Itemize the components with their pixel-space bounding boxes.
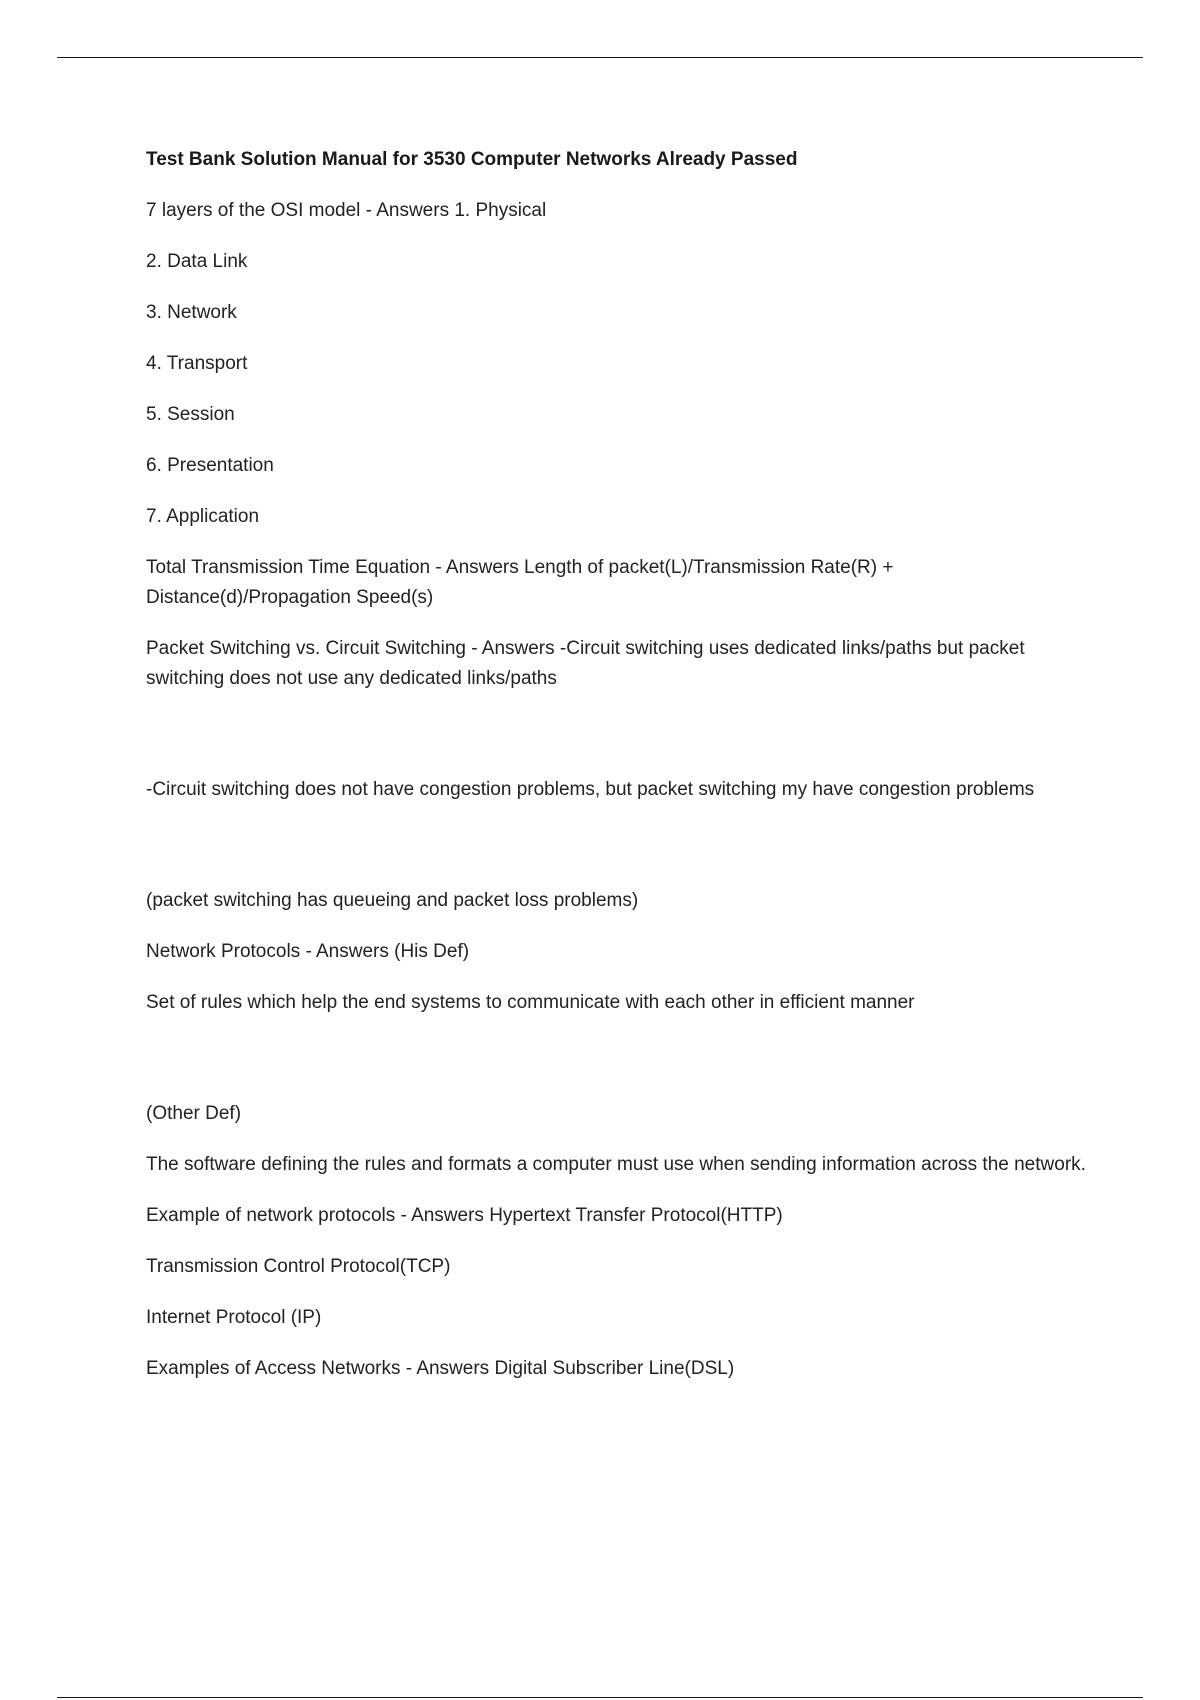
paragraph-his-definition: Set of rules which help the end systems to communicate with each other in efficient manner — [146, 992, 915, 1013]
paragraph-congestion: -Circuit switching does not have congestion problems, but packet switching my have congestion problems — [146, 779, 1035, 800]
paragraph-protocol-examples: Example of network protocols - Answers Hypertext Transfer Protocol(HTTP) — [146, 1205, 783, 1226]
footer-rule — [57, 1697, 1143, 1698]
paragraph-queueing: (packet switching has queueing and packet loss problems) — [146, 890, 639, 911]
paragraph-layer-4: 4. Transport — [146, 353, 248, 374]
paragraph-network-protocols: Network Protocols - Answers (His Def) — [146, 941, 470, 962]
header-rule — [57, 57, 1143, 58]
paragraph-layer-6: 6. Presentation — [146, 455, 274, 476]
document-body — [146, 145, 1086, 1405]
paragraph-layer-7: 7. Application — [146, 506, 260, 527]
paragraph-osi-layers: 7 layers of the OSI model - Answers 1. Physical — [146, 200, 547, 221]
paragraph-layer-5: 5. Session — [146, 404, 235, 425]
document-title: Test Bank Solution Manual for 3530 Computer Networks Already Passed — [146, 149, 798, 170]
paragraph-other-definition: The software defining the rules and formats a computer must use when sending information across the network. — [146, 1154, 1086, 1175]
paragraph-transmission-time: Total Transmission Time Equation - Answers Length of packet(L)/Transmission Rate(R) + Distance(d)/Propagation Speed(s) — [146, 557, 894, 608]
paragraph-access-networks: Examples of Access Networks - Answers Digital Subscriber Line(DSL) — [146, 1358, 735, 1379]
paragraph-other-def-label: (Other Def) — [146, 1103, 242, 1124]
paragraph-layer-2: 2. Data Link — [146, 251, 248, 272]
paragraph-layer-3: 3. Network — [146, 302, 237, 323]
paragraph-ip: Internet Protocol (IP) — [146, 1307, 322, 1328]
paragraph-switching-comparison: Packet Switching vs. Circuit Switching - Answers -Circuit switching uses dedicated links/paths but packet switching does not use any dedicated links/paths — [146, 638, 1025, 689]
paragraph-tcp: Transmission Control Protocol(TCP) — [146, 1256, 451, 1277]
